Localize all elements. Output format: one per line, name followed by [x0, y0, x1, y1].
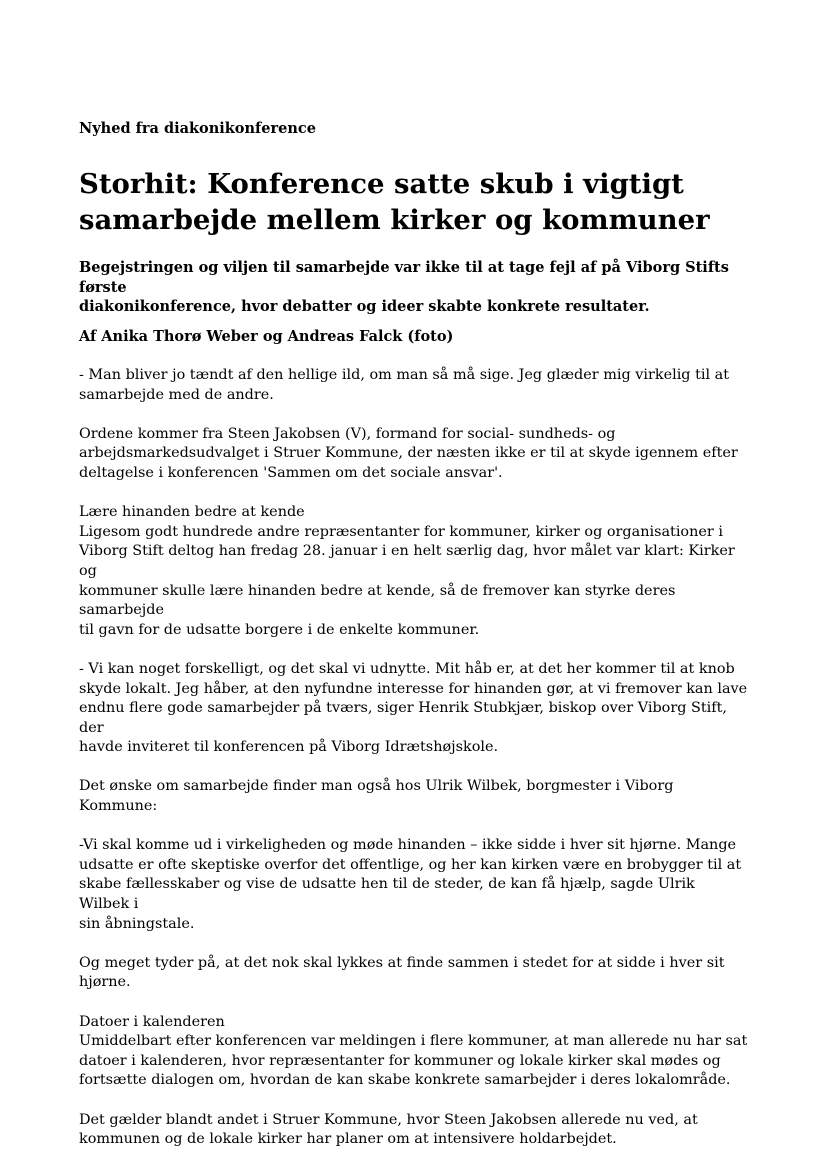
lead-line: Begejstringen og viljen til samarbejde var ikke til at tage fejl af på Viborg Stifts første [79, 259, 729, 296]
body-line: deltagelse i konferencen 'Sammen om det sociale ansvar'. [79, 464, 503, 481]
body-paragraph [79, 1013, 749, 1091]
body-line: hjørne. [79, 974, 131, 991]
body-paragraph [79, 660, 749, 758]
body-paragraph [79, 777, 749, 816]
body-line: til gavn for de udsatte borgere i de enkelte kommuner. [79, 621, 480, 638]
body-paragraph [79, 1111, 749, 1150]
body-line: Viborg Stift deltog han fredag 28. januar i en helt særlig dag, hvor målet var klart: Kirker og [79, 543, 735, 579]
body-line: havde inviteret til konferencen på Viborg Idrætshøjskole. [79, 739, 499, 756]
body-paragraph [79, 836, 749, 934]
body-line: kommunen og de lokale kirker har planer om at intensivere holdarbejdet. [79, 1131, 617, 1148]
headline-line: Storhit: Konference satte skub i vigtigt [79, 168, 684, 200]
body-line: arbejdsmarkedsudvalget i Struer Kommune, der næsten ikke er til at skyde igennem efter [79, 445, 738, 462]
body-line: Ordene kommer fra Steen Jakobsen (V), formand for social- sundheds- og [79, 425, 616, 442]
body-line: Umiddelbart efter konferencen var meldingen i flere kommuner, at man allerede nu har sat [79, 1033, 748, 1050]
headline [79, 166, 749, 238]
body-line: sin åbningstale. [79, 915, 195, 932]
body-paragraph [79, 503, 749, 640]
lead-paragraph [79, 258, 749, 317]
body-line: Og meget tyder på, at det nok skal lykkes at finde sammen i stedet for at sidde i hver sit [79, 954, 725, 971]
body-line: fortsætte dialogen om, hvordan de kan skabe konkrete samarbejder i deres lokalområde. [79, 1072, 731, 1089]
body-paragraph [79, 954, 749, 993]
body-paragraph [79, 366, 749, 405]
body-line: datoer i kalenderen, hvor repræsentanter for kommuner og lokale kirker skal mødes og [79, 1052, 721, 1069]
body-line: skyde lokalt. Jeg håber, at den nyfundne interesse for hinanden gør, at vi fremover kan lave [79, 680, 748, 697]
byline: Af Anika Thorø Weber og Andreas Falck (foto) [79, 328, 454, 345]
body-line: samarbejde med de andre. [79, 386, 274, 403]
body-line: endnu flere gode samarbejder på tværs, siger Henrik Stubkjær, biskop over Viborg Stift, der [79, 700, 727, 736]
body-line: Lære hinanden bedre at kende [79, 504, 305, 521]
body-line: Det ønske om samarbejde finder man også hos Ulrik Wilbek, borgmester i Viborg Kommune: [79, 778, 674, 815]
body-line: Datoer i kalenderen [79, 1013, 225, 1030]
article-body [79, 366, 749, 1169]
body-line: skabe fællesskaber og vise de udsatte hen til de steder, de kan få hjælp, sagde Ulrik Wilbek i [79, 876, 695, 913]
body-paragraph [79, 425, 749, 484]
kicker: Nyhed fra diakonikonference [79, 120, 316, 137]
body-line: Det gælder blandt andet i Struer Kommune, hvor Steen Jakobsen allerede nu ved, at [79, 1111, 698, 1128]
body-line: - Man bliver jo tændt af den hellige ild, om man så må sige. Jeg glæder mig virkelig til at [79, 367, 730, 383]
body-line: - Vi kan noget forskelligt, og det skal vi udnytte. Mit håb er, at det her kommer til at knob [79, 660, 735, 677]
lead-line: diakonikonference, hvor debatter og ideer skabte konkrete resultater. [79, 298, 650, 316]
body-line: udsatte er ofte skeptiske overfor det offentlige, og her kan kirken være en brobygger til at [79, 856, 742, 873]
body-line: Ligesom godt hundrede andre repræsentanter for kommuner, kirker og organisationer i [79, 523, 723, 540]
body-line: kommuner skulle lære hinanden bedre at kende, så de fremover kan styrke deres samarbejde [79, 582, 676, 619]
headline-line: samarbejde mellem kirker og kommuner [79, 204, 710, 236]
body-line: -Vi skal komme ud i virkeligheden og møde hinanden – ikke sidde i hver sit hjørne. Mange [79, 837, 737, 854]
